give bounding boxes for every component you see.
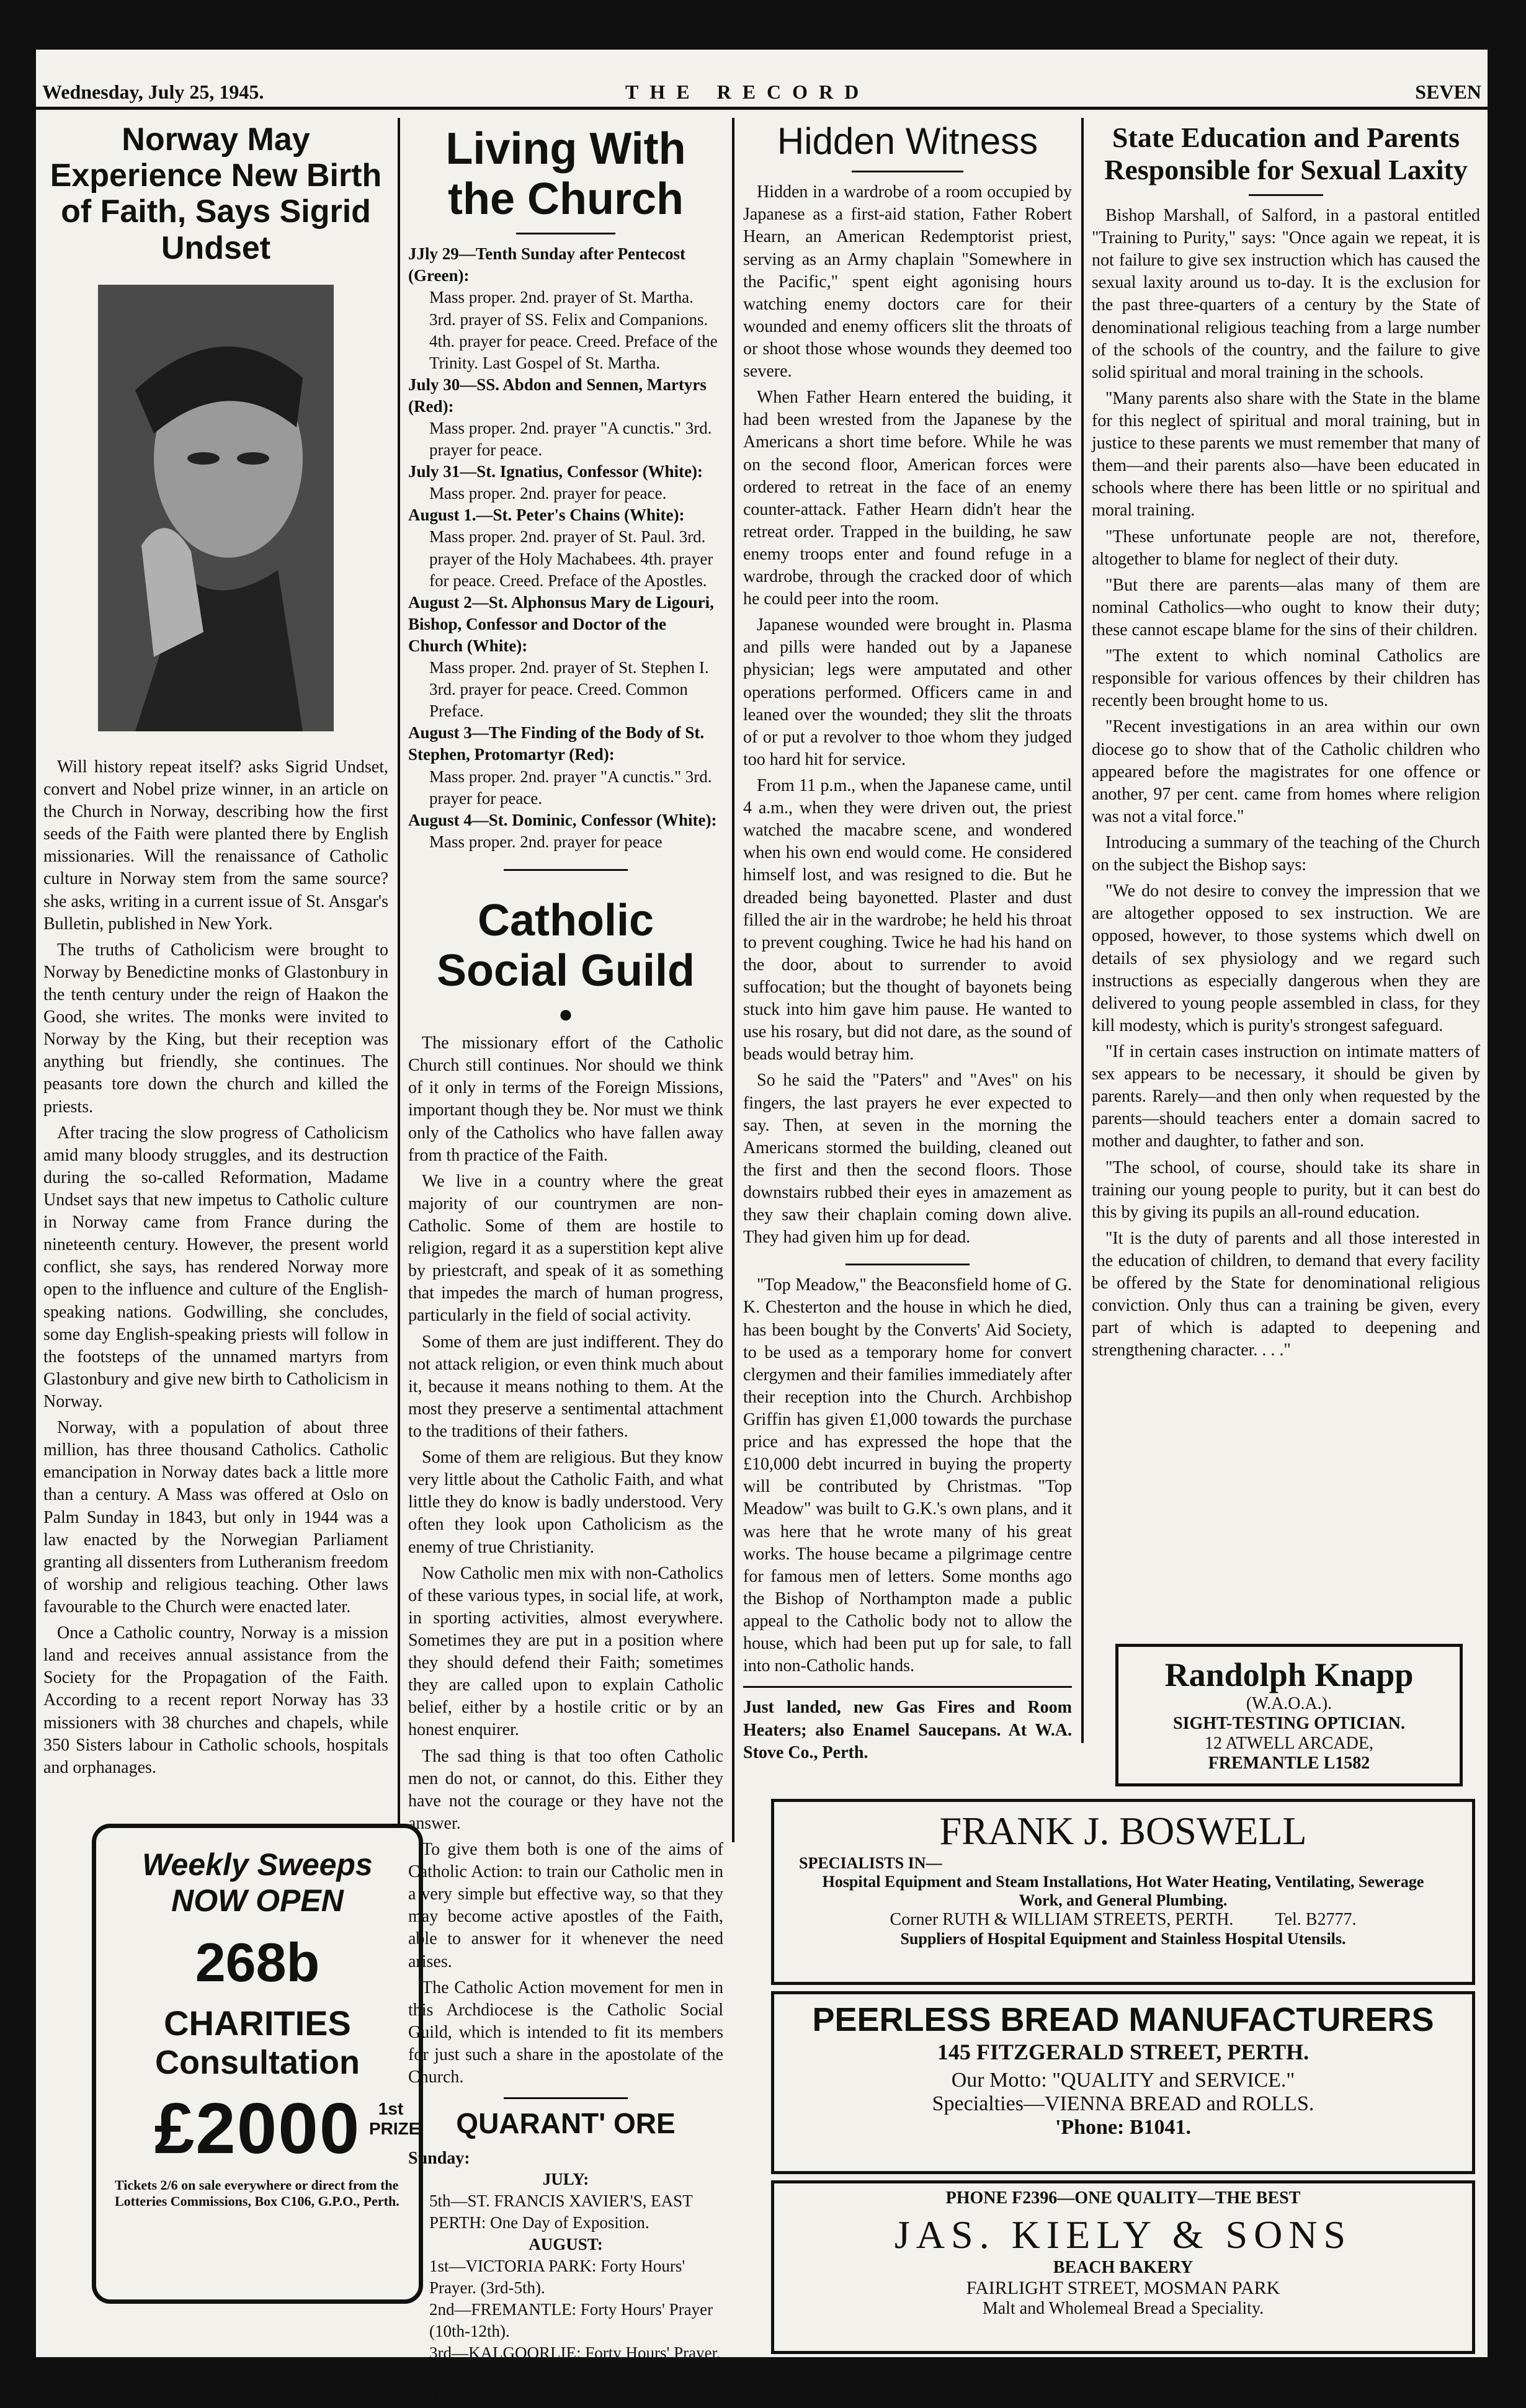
portrait-image [98,285,334,731]
paragraph: "The school, of course, should take its share in training our young people to purity, but it can best do this by giving its pupils an all-round education. [1092,1157,1480,1222]
kiely-line1: BEACH BAKERY [1053,2258,1194,2277]
paragraph: "It is the duty of parents and all those interested in the education of children, to demand that every facility be offered by the State for denominational religious conviction. Only thus can a training be given, every part of which is adapted to deepening and strengthening character. . . ." [1092,1228,1480,1360]
sweeps-number: 268b [195,1932,320,1993]
paragraph: "Recent investigations in an area within our own diocese go to show that of the Catholic children who appeared before the magistrates for one offence or another, 97 per cent. came from homes where religion was not a vital force." [1092,717,1480,826]
page-header [36,50,1488,110]
divider [1249,194,1323,196]
paragraph: Some of them are just indifferent. They do not attack religion, or even think much about it, because it means nothing to them. At the most they preserve a sentimental attachment to the traditions of their fathers. [408,1332,723,1441]
paragraph: "But there are parents—alas many of them are nominal Catholics—who ought to know their duty; these cannot escape blame for the sins of their children. [1092,575,1480,640]
calendar-day: August 4—St. Dominic, Confessor (White): [408,810,717,829]
paragraph: "The extent to which nominal Catholics are responsible for various offences by their children has recently been brought home to us. [1092,646,1480,711]
paragraph: Once a Catholic country, Norway is a mission land and receives annual assistance from the Society for the Propagation of the Faith. According to a recent report Norway has 33 missioners with 38 churches and chapels, while 350 Sisters labour in Catholic schools, hospitals and orphanages. [43,1623,388,1777]
paragraph: "We do not desire to convey the impression that we are altogether opposed to sex instruction. We are opposed, however, to those systems which dwell on details of sex physiology and we regard such instructions as especially dangerous when they are delivered to young people assembled in class, for they kill modesty, which is purity's strongest safeguard. [1092,881,1480,1035]
knapp-line2: 12 ATWELL ARCADE, [1205,1734,1373,1753]
kiely-name: JAS. KIELY & SONS [894,2213,1352,2257]
issue-date: Wednesday, July 25, 1945. [42,81,264,103]
paragraph: Japanese wounded were brought in. Plasma and pills were handed out by a Japanese physician; legs were amputated and other operations performed. Officers came in and leaned over the wounded; they slit the throats of or put a revolver to thoe whom they judged too hard hit for service. [743,615,1072,769]
page-number: SEVEN [1415,81,1481,103]
newspaper-page [36,50,1488,2406]
divider [504,869,628,871]
knapp-line1: SIGHT-TESTING OPTICIAN. [1173,1714,1405,1733]
quarant-ore-sunday: Sunday: [408,2148,470,2168]
calendar-day: August 2—St. Alphonsus Mary de Ligouri, Bishop, Confessor and Doctor of the Church (White): [408,592,714,655]
peerless-line3: Specialties—VIENNA BREAD and ROLLS. [932,2092,1314,2115]
knapp-ad [1115,1644,1463,1786]
article-body [743,181,1072,1249]
divider [743,1686,1072,1688]
quarant-ore-entry: JULY: [542,2169,589,2188]
paragraph: Some of them are religious. But they know very little about the Catholic Faith, and what little they do know is badly understood. Very often they look upon Catholicism as the enemy of true Christianity. [408,1448,723,1557]
paragraph: So he said the "Paters" and "Aves" on his fingers, the last prayers he ever expected to say. Then, at seven in the morning the Americans stormed the building, cleaned out the first and then the second floors. Those downstairs rubbed their eyes in amazement as they saw their chaplain coming down alive. They had given him up for dead. [743,1071,1072,1247]
calendar-day: August 1.—St. Peter's Chains (White): [408,506,685,525]
peerless-line4: 'Phone: B1041. [1055,2116,1192,2139]
boswell-line2: Hospital Equipment and Steam Installations, Hot Water Heating, Ventilating, Sewerage Work, and General Plumbing. [822,1873,1424,1909]
paragraph: From 11 p.m., when the Japanese came, until 4 a.m., when they were driven out, the priest watched the macabre scene, and wondered when his own end would come. He considered himself lost, and was resigned to die. But he dreaded being bayonetted. Plaster and dust filled the air in the wardrobe; he held his throat to prevent coughing. Twice he had his hand on the door, about to surrender to avoid suffocation; but the thought of bayonets being stuck into him gave him pause. He wanted to use his rosary, but did not dare, as the sound of beads would betray him. [743,776,1072,1064]
calendar-mass: Mass proper. 2nd. prayer for peace [429,832,663,851]
quarant-ore-entry: AUGUST: [529,2234,603,2254]
sweeps-line1: Weekly Sweeps [142,1847,373,1882]
paragraph: When Father Hearn entered the buiding, it had been wrested from the Japanese by the Americans a short time before. While he was on the second floor, American forces were ordered to retreat in the face of an enemy counter-attack. Father Hearn didn't hear the retreat order. Trapped in the building, he saw enemy troops enter and found refuge in a wardrobe, through the cracked door of which he could peer into the room. [743,388,1072,609]
calendar-mass: Mass proper. 2nd. prayer "A cunctis." 3rd. prayer for peace. [429,419,712,460]
paragraph: "Top Meadow," the Beaconsfield home of G. K. Chesterton and the house in which he died, has been bought by the Converts' Aid Society, to be used as a temporary home for convert clergymen and their families immediately after their reception into the Church. Archbishop Griffin has given £1,000 towards the purchase price and has expressed the hope that the £10,000 debt incurred in buying the property will be contributed by Christmas. "Top Meadow" was built to G.K.'s own plans, and it was here that he wrote many of his great works. The house became a pilgrimage centre for famous men of letters. Some months ago the Bishop of Northampton made a public appeal to the Catholic body not to allow the house, which had been put up for sale, to fall into non-Catholic hands. [743,1275,1072,1676]
column-hidden-witness [743,118,1072,1768]
knapp-sub: (W.A.O.A.). [1246,1694,1332,1713]
photo-sigrid-undset [98,285,334,731]
paragraph: The missionary effort of the Catholic Church still continues. Nor should we think of it only in terms of the Foreign Missions, important though they be. Nor must we think only of the Catholics who have fallen away from th practice of the Faith. [408,1033,723,1165]
divider [504,2097,628,2099]
peerless-line1: 145 FITZGERALD STREET, PERTH. [937,2040,1310,2064]
calendar-day: July 31—St. Ignatius, Confessor (White): [408,462,703,481]
paragraph: We live in a country where the great majority of our countrymen are non-Catholic. Some of them are hostile to religion, regard it as a superstition kept alive by priestcraft, and speak of it as something that impedes the march of human progress, particularly in the field of social activity. [408,1171,723,1326]
column-rule [1081,118,1084,1743]
boswell-ad [771,1799,1475,1985]
masthead: THE RECORD [625,81,870,103]
paragraph: To give them both is one of the aims of Catholic Action: to train our Catholic men in a very simple but effective way, so that they may become active apostles of the Faith, able to answer for it whenever the need arises. [408,1839,723,1971]
paragraph: Introducing a summary of the teaching of the Church on the subject the Bishop says: [1092,832,1480,875]
kiely-top: PHONE F2396—ONE QUALITY—THE BEST [945,2188,1301,2208]
article-title: Hidden Witness [777,120,1038,162]
quarant-ore-entry: 1st—VICTORIA PARK: Forty Hours' Prayer. (3rd-5th). [429,2257,685,2298]
article-title: State Education and Parents Responsible for Sexual Laxity [1104,122,1468,185]
guild-body [408,1032,723,2089]
paragraph: Will history repeat itself? asks Sigrid Undset, convert and Nobel prize winner, in an article on the Church in Norway, describing how the first seeds of the Faith were planted there by English missionaries. Will the renaissance of Catholic culture in Norway stem from the same source? she asks, writing in a current issue of St. Ansgar's Bulletin, published in New York. [43,757,388,934]
bullet-ornament: ● [558,1000,574,1028]
quarant-ore-list [408,2169,723,2408]
boswell-tel: Tel. B2777. [1275,1910,1357,1929]
calendar-day: August 3—The Finding of the Body of St. Stephen, Protomartyr (Red): [408,723,705,764]
article-body [1092,205,1480,1362]
calendar-mass: Mass proper. 2nd. prayer of St. Paul. 3rd. prayer of the Holy Machabees. 4th. prayer for peace. Creed. Preface of the Apostles. [429,527,713,590]
quarant-ore-entry: 2nd—FREMANTLE: Forty Hours' Prayer (10th-12th). [429,2300,713,2341]
sweeps-line3: CHARITIES [164,2004,351,2043]
quarant-ore-entry: 3rd—KALGOORLIE: Forty Hours' Prayer. (17th-19th). [429,2343,721,2384]
column-rule [732,118,734,1842]
paragraph: Bishop Marshall, of Salford, in a pastoral entitled "Training to Purity," says: "Once again we repeat, it is not failure to give sex instruction which has caused the sexual laxity around us to-day. It is the exclusion for the past three-quarters of a century by the State of denominational religious teaching from a large number of the schools of the country, and the failure to give solid spiritual and moral training in the schools. [1092,206,1480,382]
divider [846,1264,970,1265]
paragraph: The truths of Catholicism were brought to Norway by Benedictine monks of Glastonbury in the tenth century under the reign of Haakon the Good, she writes. The monks were invited to Norway by the King, but their reception was anything but friendly, she continues. The peasants tore down the church and killed the priests. [43,940,388,1117]
sweeps-ad [92,1824,423,2304]
column-state-education [1092,118,1480,1693]
article-title: Living With the Church [445,124,686,224]
column-norway [43,118,388,1830]
paragraph: "If in certain cases instruction on intimate matters of sex appears to be necessary, it should be given by parents. Rarely—and then only when requested by the parents—should teachers enter a domain sacred to mother and daughter, to father and son. [1092,1041,1480,1151]
liturgical-calendar [408,243,723,853]
knapp-name: Randolph Knapp [1164,1656,1414,1693]
paragraph: "Many parents also share with the State in the blame for this neglect of spiritual and moral training, but in justice to these parents we must remember that many of them—and their parents also—have been educated in schools where there has been little or no spiritual and moral training. [1092,388,1480,520]
calendar-day: JJly 29—Tenth Sunday after Pentecost (Green): [408,244,686,285]
quarant-ore-title: QUARANT' ORE [456,2107,676,2140]
quarant-ore-entry: DONNYBROOK: One Day of Exposition. [429,2387,716,2406]
boswell-line1: SPECIALISTS IN— [799,1854,942,1872]
sweeps-line4: Consultation [155,2044,360,2081]
sweeps-line2: NOW OPEN [171,1883,344,1918]
paragraph: Now Catholic men mix with non-Catholics of these various types, in social life, at work, in sporting activities, almost everywhere. Sometimes they are put in a position where they should defend their Faith; sometimes they are called upon to explain Catholic belief, either by a hostile critic or by an honest enquirer. [408,1563,723,1740]
boswell-line4: Suppliers of Hospital Equipment and Stainless Hospital Utensils. [900,1930,1346,1948]
stove-ad: Just landed, new Gas Fires and Room Heaters; also Enamel Saucepans. At W.A. Stove Co., Perth. [743,1698,1072,1763]
kiely-line3: Malt and Wholemeal Bread a Speciality. [982,2299,1264,2318]
top-meadow-article [743,1274,1072,1677]
peerless-ad [771,1991,1475,2174]
divider [852,171,963,172]
divider [516,233,615,234]
paragraph: "These unfortunate people are not, therefore, altogether to blame for neglect of their duty. [1092,527,1480,569]
boswell-line3: Corner RUTH & WILLIAM STREETS, PERTH. [890,1910,1234,1929]
paragraph: Norway, with a population of about three million, has three thousand Catholics. Catholic emancipation in Norway dates back a little more than a century. A Mass was offered at Oslo on Palm Sunday in 1843, but only in 1944 was a law enacted by the Norwegian Parliament granting all dissenters from Lutheranism freedom of worship and religious teaching. Other laws favourable to the Church were enacted later. [43,1418,388,1616]
sweeps-prize-label: 1st PRIZE [369,2099,421,2138]
article-title: Norway May Experience New Birth of Faith, Says Sigrid Undset [50,122,382,266]
column-church [408,118,723,2406]
sweeps-fine-print: Tickets 2/6 on sale everywhere or direct from the Lotteries Commissions, Box C106, G.P.O., Perth. [115,2177,399,2209]
calendar-mass: Mass proper. 2nd. prayer of St. Stephen I. 3rd. prayer for peace. Creed. Common Preface. [429,658,709,721]
guild-title: Catholic Social Guild [436,895,695,996]
boswell-name: FRANK J. BOSWELL [939,1809,1307,1853]
quarant-ore-entry: 5th—ST. FRANCIS XAVIER'S, EAST PERTH: One Day of Exposition. [429,2191,693,2232]
calendar-mass: Mass proper. 2nd. prayer "A cunctis." 3rd. prayer for peace. [429,767,712,808]
article-body [43,756,388,1779]
knapp-line3: FREMANTLE L1582 [1208,1754,1370,1773]
paragraph: After tracing the slow progress of Catholicism amid many bloody struggles, and its destruction during the so-called Reformation, Madame Undset says that new impetus to Catholic culture in Norway came from France during the nineteenth century. However, the present world conflict, she says, has rendered Norway more open to the influence and culture of the English-speaking nations. Godwilling, she concludes, some day English-speaking priests will follow in the footsteps of the unnamed martyrs from Glastonbury and give new birth to Catholicism in Norway. [43,1123,388,1411]
paragraph: The sad thing is that too often Catholic men do not, or cannot, do this. Either they have not the courage or they have not the answer. [408,1746,723,1833]
calendar-mass: Mass proper. 2nd. prayer of St. Martha. 3rd. prayer of SS. Felix and Companions. 4th. prayer for peace. Creed. Preface of the Trinity. Last Gospel of St. Martha. [429,288,718,372]
column-rule [398,118,400,2097]
peerless-line2: Our Motto: "QUALITY and SERVICE." [951,2069,1295,2092]
calendar-day: July 30—SS. Abdon and Sennen, Martyrs (Red): [408,375,707,416]
paragraph: The Catholic Action movement for men in this Archdiocese is the Catholic Social Guild, which is intended to fit its members for just such a share in the apostolate of the Church. [408,1978,723,2087]
kiely-line2: FAIRLIGHT STREET, MOSMAN PARK [966,2278,1280,2298]
peerless-name: PEERLESS BREAD MANUFACTURERS [812,2001,1434,2038]
kiely-ad [771,2180,1475,2354]
calendar-mass: Mass proper. 2nd. prayer for peace. [429,484,667,503]
sweeps-prize: £2000 [154,2088,361,2169]
paragraph: Hidden in a wardrobe of a room occupied by Japanese as a first-aid station, Father Robert Hearn, an American Redemptorist priest, serving as an Army chaplain "Somewhere in the Pacific," spent eight agonising hours watching enemy doctors care for their wounded and enemy officers slit the throats of or shoot those whose wounds they deemed too severe. [743,182,1072,381]
